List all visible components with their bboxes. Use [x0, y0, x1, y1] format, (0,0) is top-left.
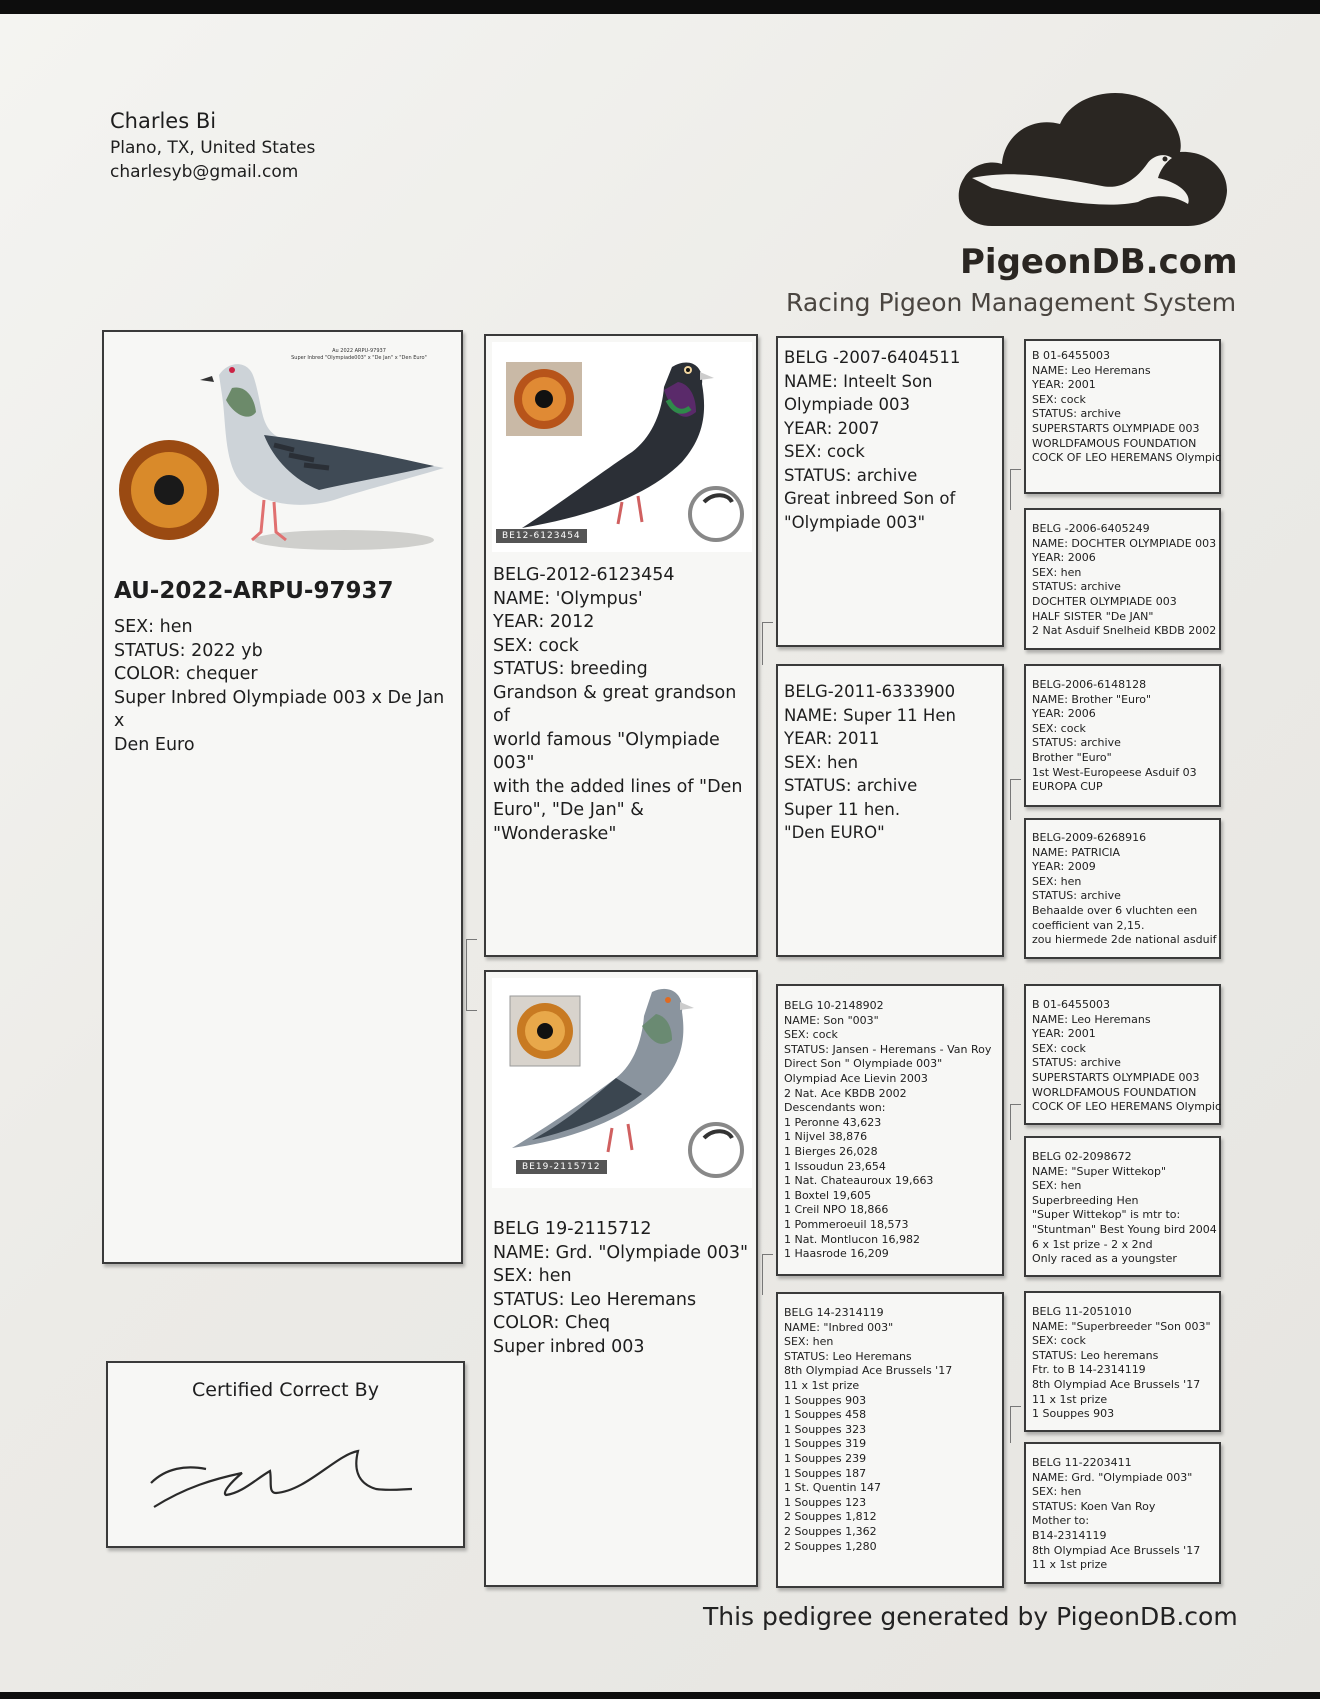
pigeondb-logo	[780, 86, 1230, 236]
pedigree-line: Only raced as a youngster	[1032, 1252, 1177, 1266]
sire-card	[484, 334, 758, 957]
connector-line	[762, 622, 773, 665]
sire-line: Euro", "De Jan" &	[493, 800, 644, 820]
pedigree-line: Olympiade 003	[784, 395, 910, 414]
pedigree-line: SEX: hen	[1032, 1179, 1082, 1193]
pedigree-line: 1 Pommeroeuil 18,573	[784, 1217, 909, 1231]
pedigree-line: BELG 11-2203411	[1032, 1456, 1132, 1469]
pedigree-line: COCK OF LEO HEREMANS Olympic	[1032, 451, 1222, 465]
pedigree-line: WORLDFAMOUS FOUNDATION	[1032, 1085, 1197, 1099]
pedigree-line: 2 Souppes 1,280	[784, 1539, 877, 1553]
pedigree-line: 1 Souppes 903	[784, 1393, 867, 1407]
sire-line: YEAR: 2012	[493, 612, 595, 632]
pedigree-line: BELG 02-2098672	[1032, 1150, 1132, 1163]
great-grandparent-card	[1024, 1442, 1221, 1584]
pedigree-line: NAME: "Inbred 003"	[784, 1320, 894, 1334]
pedigree-line: STATUS: Leo Heremans	[784, 1349, 912, 1363]
great-grandparent-card	[1024, 1291, 1221, 1432]
pedigree-line: 1st West-Europeese Asduif 03	[1032, 765, 1197, 779]
brand-tagline: Racing Pigeon Management System	[786, 288, 1237, 317]
pedigree-line: YEAR: 2006	[1032, 707, 1096, 721]
pedigree-line: 1 Souppes 239	[784, 1451, 867, 1465]
pedigree-line: coefficient van 2,15.	[1032, 918, 1145, 932]
pedigree-line: B 01-6455003	[1032, 998, 1110, 1011]
grandparent-card	[776, 336, 1004, 647]
grandparent-card	[776, 664, 1004, 957]
pedigree-line: STATUS: archive	[1032, 1056, 1121, 1070]
dam-photo-band: BE19-2115712	[516, 1160, 607, 1174]
pedigree-line: 2 Nat Asduif Snelheid KBDB 2002	[1032, 624, 1217, 638]
pedigree-line: NAME: Leo Heremans	[1032, 1012, 1151, 1026]
pedigree-line: 1 Peronne 43,623	[784, 1115, 882, 1129]
pedigree-line: 8th Olympiad Ace Brussels '17	[1032, 1543, 1201, 1557]
pedigree-line: YEAR: 2009	[1032, 860, 1096, 874]
pedigree-line: SEX: cock	[1032, 721, 1086, 735]
photo-caption-line: Super Inbred "Olympiade003" x "De Jan" x "Den Euro"	[291, 355, 427, 361]
sire-line: with the added lines of "Den	[493, 776, 743, 797]
connector-line	[1010, 1104, 1021, 1140]
pedigree-line: BELG -2007-6404511	[784, 348, 961, 367]
pedigree-line: 1 Boxtel 19,605	[784, 1188, 872, 1202]
connector-line	[466, 939, 477, 1011]
pedigree-line: "Olympiade 003"	[784, 512, 926, 532]
pedigree-line: BELG-2011-6333900	[784, 682, 956, 701]
dam-line: NAME: Grd. "Olympiade 003"	[493, 1242, 749, 1263]
dam-line: COLOR: Cheq	[493, 1313, 611, 1333]
pedigree-line: Great inbreed Son of	[784, 489, 956, 508]
dam-line: STATUS: Leo Heremans	[493, 1289, 697, 1310]
sire-photo-band: BE12-6123454	[496, 529, 587, 543]
pedigree-line: SEX: cock	[784, 442, 865, 461]
owner-name: Charles Bi	[110, 109, 217, 133]
sire-line: BELG-2012-6123454	[493, 565, 675, 585]
pedigree-line: Superbreeding Hen	[1032, 1193, 1139, 1207]
pedigree-line: STATUS: archive	[1032, 407, 1121, 421]
pedigree-line: 11 x 1st prize	[1032, 1558, 1108, 1572]
pedigree-line: 1 Haasrode 16,209	[784, 1247, 889, 1261]
grandparent-card	[776, 984, 1004, 1276]
pedigree-line: Descendants won:	[784, 1101, 886, 1115]
pedigree-line: STATUS: archive	[784, 465, 918, 485]
subject-details	[114, 616, 459, 757]
pedigree-line: 1 Souppes 903	[1032, 1407, 1115, 1421]
pedigree-line: STATUS: archive	[784, 776, 918, 795]
great-grandparent-card	[1024, 1136, 1221, 1277]
pedigree-line: BELG-2009-6268916	[1032, 831, 1147, 844]
pedigree-line: YEAR: 2011	[784, 729, 880, 748]
pedigree-line: zou hiermede 2de national asduif	[1032, 933, 1217, 947]
pedigree-line: STATUS: Leo heremans	[1032, 1348, 1159, 1362]
signature	[146, 1443, 416, 1523]
pedigree-line: SEX: hen	[1032, 565, 1082, 579]
pedigree-line: 2 Nat. Ace KBDB 2002	[784, 1086, 907, 1100]
pedigree-line: SEX: hen	[784, 752, 859, 772]
owner-location: Plano, TX, United States	[110, 138, 316, 158]
subject-card	[102, 330, 463, 1264]
pedigree-line: 2 Souppes 1,812	[784, 1510, 877, 1524]
dam-line: SEX: hen	[493, 1266, 572, 1286]
pedigree-line: WORLDFAMOUS FOUNDATION	[1032, 436, 1197, 450]
pedigree-line: "Super Wittekop" is mtr to:	[1032, 1208, 1181, 1222]
pedigree-line: STATUS: Jansen - Heremans - Van Roy	[784, 1042, 992, 1056]
pedigree-line: YEAR: 2001	[1032, 378, 1096, 392]
pedigree-line: STATUS: archive	[1032, 736, 1121, 750]
pedigree-line: YEAR: 2007	[784, 418, 880, 438]
subject-band: AU-2022-ARPU-97937	[114, 578, 394, 604]
photo-caption-line: Au 2022 ARPU-97937	[332, 348, 386, 354]
pedigree-line: NAME: Brother "Euro"	[1032, 692, 1152, 706]
pedigree-line: 1 Souppes 123	[784, 1495, 867, 1509]
pedigree-line: B 01-6455003	[1032, 349, 1110, 362]
pedigree-line: B14-2314119	[1032, 1528, 1107, 1542]
sire-line: NAME: 'Olympus'	[493, 588, 643, 609]
pedigree-line: NAME: Leo Heremans	[1032, 363, 1151, 377]
pedigree-line: 8th Olympiad Ace Brussels '17	[784, 1364, 953, 1378]
connector-line	[762, 1254, 773, 1295]
cloud-pigeon-icon	[952, 86, 1232, 236]
sire-details	[493, 564, 758, 846]
pedigree-line: Direct Son " Olympiade 003"	[784, 1057, 943, 1071]
pedigree-line: NAME: "Super Wittekop"	[1032, 1164, 1167, 1178]
pedigree-line: SUPERSTARTS OLYMPIADE 003	[1032, 421, 1200, 435]
pigeon-hen-image	[492, 978, 752, 1188]
pedigree-line: SEX: cock	[784, 1028, 838, 1042]
brand-name: PigeonDB.com	[960, 242, 1238, 282]
grandparent-card	[776, 1292, 1004, 1588]
pedigree-line: 1 Bierges 26,028	[784, 1144, 878, 1158]
pedigree-line: Super 11 hen.	[784, 799, 901, 819]
pedigree-line: NAME: PATRICIA	[1032, 845, 1121, 859]
pedigree-line: 1 Nat. Chateauroux 19,663	[784, 1174, 934, 1188]
pedigree-line: COCK OF LEO HEREMANS Olympic	[1032, 1100, 1222, 1114]
footer-text: This pedigree generated by PigeonDB.com	[703, 1602, 1238, 1631]
pigeon-cock-image	[492, 342, 752, 552]
dam-details	[493, 1218, 758, 1359]
pedigree-line: "Den EURO"	[784, 823, 885, 842]
pedigree-line: 8th Olympiad Ace Brussels '17	[1032, 1377, 1201, 1391]
pedigree-line: EUROPA CUP	[1032, 780, 1103, 794]
pedigree-line: NAME: DOCHTER OLYMPIADE 003	[1032, 536, 1217, 550]
pedigree-line: 2 Souppes 1,362	[784, 1524, 877, 1538]
dam-line: Super inbred 003	[493, 1336, 645, 1357]
pedigree-line: BELG 14-2314119	[784, 1306, 884, 1319]
pedigree-line: Olympiad Ace Lievin 2003	[784, 1071, 928, 1085]
sire-line: STATUS: breeding	[493, 659, 648, 679]
pedigree-line: 1 St. Quentin 147	[784, 1481, 881, 1495]
pedigree-line: NAME: Inteelt Son	[784, 371, 933, 391]
pedigree-line: 1 Issoudun 23,654	[784, 1159, 886, 1173]
sire-photo	[492, 342, 752, 552]
pedigree-line: BELG 11-2051010	[1032, 1305, 1132, 1318]
subject-line: Den Euro	[114, 734, 195, 755]
pedigree-line: STATUS: archive	[1032, 889, 1121, 903]
dam-line: BELG 19-2115712	[493, 1219, 652, 1239]
pedigree-line: 1 Creil NPO 18,866	[784, 1203, 889, 1217]
great-grandparent-card	[1024, 664, 1221, 807]
pedigree-line: STATUS: archive	[1032, 580, 1121, 594]
pedigree-line: STATUS: Koen Van Roy	[1032, 1499, 1156, 1513]
pedigree-line: SEX: cock	[1032, 392, 1086, 406]
pedigree-line: 1 Souppes 319	[784, 1437, 867, 1451]
pedigree-line: 1 Souppes 458	[784, 1408, 867, 1422]
pedigree-line: 1 Nijvel 38,876	[784, 1130, 868, 1144]
sire-line: Grandson & great grandson of	[493, 682, 737, 726]
pedigree-sheet	[0, 14, 1320, 1692]
owner-email: charlesyb@gmail.com	[110, 162, 299, 182]
pedigree-line: Brother "Euro"	[1032, 750, 1112, 764]
pedigree-line: SEX: hen	[784, 1335, 834, 1349]
great-grandparent-card	[1024, 818, 1221, 959]
pedigree-line: BELG 10-2148902	[784, 999, 884, 1012]
pedigree-line: YEAR: 2006	[1032, 551, 1096, 565]
certification-box	[106, 1361, 465, 1548]
pedigree-line: Ftr. to B 14-2314119	[1032, 1363, 1146, 1377]
pedigree-line: 11 x 1st prize	[1032, 1392, 1108, 1406]
pedigree-line: YEAR: 2001	[1032, 1027, 1096, 1041]
pedigree-line: HALF SISTER "De JAN"	[1032, 609, 1154, 623]
pedigree-line: 1 Souppes 323	[784, 1422, 867, 1436]
great-grandparent-card	[1024, 508, 1221, 650]
pedigree-line: Mother to:	[1032, 1514, 1090, 1528]
dam-photo	[492, 978, 752, 1188]
subject-line: COLOR: chequer	[114, 664, 258, 684]
pedigree-line: 1 Souppes 187	[784, 1466, 867, 1480]
great-grandparent-card	[1024, 339, 1221, 494]
pedigree-line: SEX: cock	[1032, 1041, 1086, 1055]
pedigree-line: "Stuntman" Best Young bird 2004	[1032, 1222, 1217, 1236]
pedigree-line: BELG -2006-6405249	[1032, 522, 1150, 535]
owner-info	[110, 109, 315, 186]
pedigree-line: SUPERSTARTS OLYMPIADE 003	[1032, 1070, 1200, 1084]
pedigree-line: Behaalde over 6 vluchten een	[1032, 903, 1198, 917]
sire-line: SEX: cock	[493, 635, 579, 656]
connector-line	[1010, 1406, 1021, 1443]
great-grandparent-card	[1024, 984, 1221, 1125]
sire-line: "Wonderaske"	[493, 823, 617, 844]
subject-line: Super Inbred Olympiade 003 x De Jan x	[114, 687, 445, 731]
certification-title: Certified Correct By	[192, 1379, 379, 1401]
pedigree-line: DOCHTER OLYMPIADE 003	[1032, 594, 1177, 608]
subject-line: STATUS: 2022 yb	[114, 640, 263, 661]
pedigree-line: NAME: Super 11 Hen	[784, 705, 956, 725]
pedigree-line: NAME: Grd. "Olympiade 003"	[1032, 1470, 1193, 1484]
subject-photo	[114, 340, 454, 568]
pedigree-line: SEX: cock	[1032, 1334, 1086, 1348]
subject-line: SEX: hen	[114, 617, 193, 637]
pedigree-line: NAME: "Superbreeder "Son 003"	[1032, 1319, 1211, 1333]
pedigree-line: 11 x 1st prize	[784, 1378, 860, 1392]
sire-line: world famous "Olympiade 003"	[493, 729, 720, 773]
pedigree-line: SEX: hen	[1032, 874, 1082, 888]
pigeon-hen-image	[114, 340, 454, 568]
connector-line	[1010, 779, 1021, 820]
pedigree-line: 6 x 1st prize - 2 x 2nd	[1032, 1237, 1153, 1251]
connector-line	[1010, 469, 1021, 510]
dam-card	[484, 970, 758, 1587]
pedigree-line: SEX: hen	[1032, 1485, 1082, 1499]
pedigree-line: 1 Nat. Montlucon 16,982	[784, 1232, 921, 1246]
pedigree-line: BELG-2006-6148128	[1032, 678, 1147, 691]
pedigree-line: NAME: Son "003"	[784, 1013, 879, 1027]
